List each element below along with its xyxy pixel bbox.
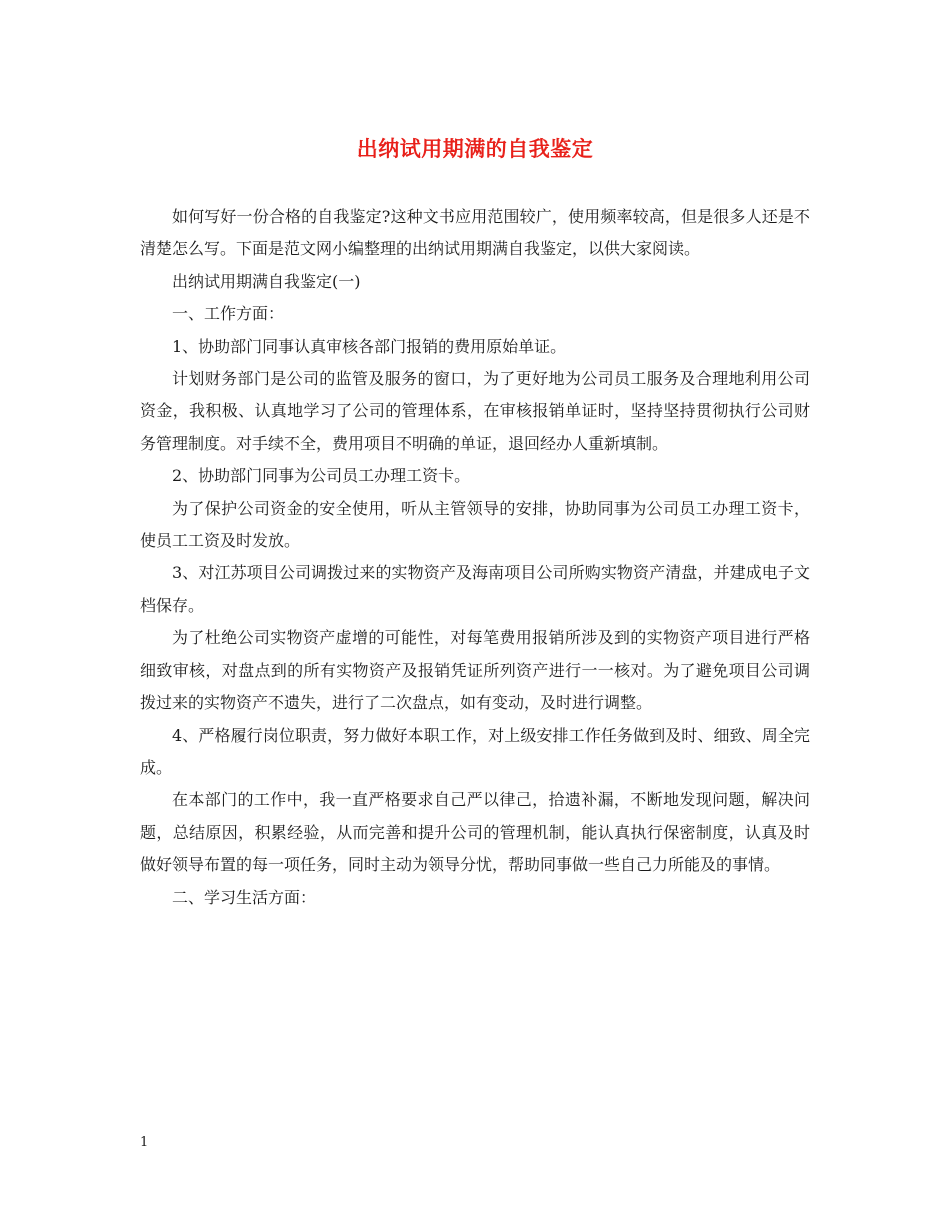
paragraph-intro: 如何写好一份合格的自我鉴定?这种文书应用范围较广，使用频率较高，但是很多人还是不清楚怎么写。下面是范文网小编整理的出纳试用期满自我鉴定，以供大家阅读。: [140, 207, 810, 259]
paragraph-item-3: 3、对江苏项目公司调拨过来的实物资产及海南项目公司所购实物资产清盘，并建成电子文档保存。: [140, 563, 810, 615]
document-body: [140, 201, 810, 914]
page-number: 1: [140, 1135, 149, 1150]
paragraph-item-3-detail: 为了杜绝公司实物资产虚增的可能性，对每笔费用报销所涉及到的实物资产项目进行严格细致审核，对盘点到的所有实物资产及报销凭证所列资产进行一一核对。为了避免项目公司调拨过来的实物资产不遗失，进行了二次盘点，如有变动，及时进行调整。: [140, 628, 810, 713]
paragraph-item-1-detail: 计划财务部门是公司的监管及服务的窗口，为了更好地为公司员工服务及合理地利用公司资金，我积极、认真地学习了公司的管理体系，在审核报销单证时，坚持坚持贯彻执行公司财务管理制度。对手续不全，费用项目不明确的单证，退回经办人重新填制。: [140, 369, 810, 453]
paragraph-section-heading: 出纳试用期满自我鉴定(一): [172, 271, 361, 291]
paragraph-item-4-detail: 在本部门的工作中，我一直严格要求自己严以律己，拾遗补漏，不断地发现问题，解决问题，总结原因，积累经验，从而完善和提升公司的管理机制，能认真执行保密制度，认真及时做好领导布置的每一项任务，同时主动为领导分忧，帮助同事做一些自己力所能及的事情。: [140, 790, 810, 875]
paragraph-work-heading: 一、工作方面：: [172, 304, 285, 324]
paragraph-study-heading: 二、学习生活方面：: [172, 887, 317, 907]
document-title: 出纳试用期满的自我鉴定: [356, 136, 594, 161]
paragraph-item-2-detail: 为了保护公司资金的安全使用，听从主管领导的安排，协助同事为公司员工办理工资卡，使员工工资及时发放。: [140, 498, 810, 551]
paragraph-item-4: 4、严格履行岗位职责，努力做好本职工作，对上级安排工作任务做到及时、细致、周全完成。: [140, 725, 810, 777]
paragraph-item-2: 2、协助部门同事为公司员工办理工资卡。: [172, 466, 471, 486]
paragraph-item-1: 1、协助部门同事认真审核各部门报销的费用原始单证。: [172, 336, 567, 356]
